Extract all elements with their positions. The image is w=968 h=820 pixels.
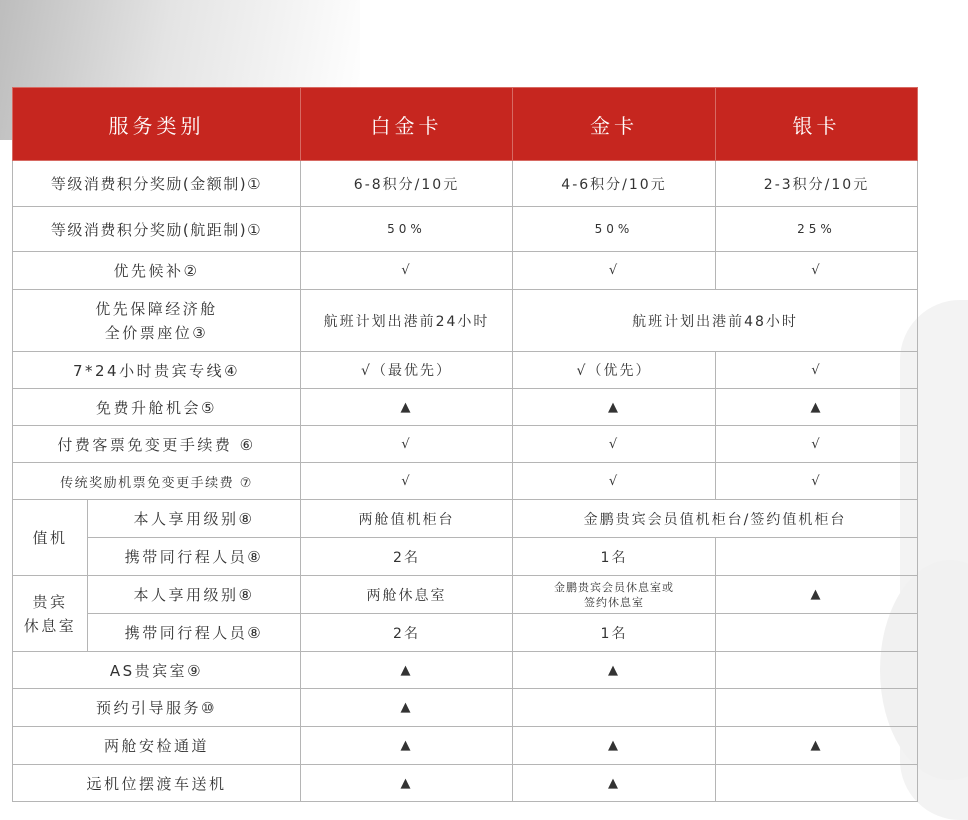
row-label: 携带同行程人员⑧	[88, 614, 301, 652]
group-label-line: 休息室	[23, 616, 77, 635]
triangle-mark: ▲	[513, 652, 716, 689]
group-label-lounge	[13, 576, 88, 652]
triangle-mark: ▲	[716, 727, 918, 765]
table-row	[13, 652, 918, 689]
cell-gold	[513, 576, 716, 614]
cell-gold-silver: 金鹏贵宾会员值机柜台/签约值机柜台	[513, 500, 918, 538]
table-row	[13, 207, 918, 252]
group-label-line: 贵宾	[32, 592, 68, 611]
row-label: 付费客票免变更手续费 ⑥	[13, 426, 301, 463]
cell-platinum: 两舱休息室	[301, 576, 513, 614]
row-label: 携带同行程人员⑧	[88, 538, 301, 576]
check-mark: √	[716, 463, 918, 500]
table-header-row	[13, 88, 918, 161]
cell-platinum: 航班计划出港前24小时	[301, 290, 513, 352]
header-category: 服务类别	[13, 88, 301, 161]
row-label: 两舱安检通道	[13, 727, 301, 765]
cell-platinum: √（最优先）	[301, 352, 513, 389]
row-label	[13, 290, 301, 352]
check-mark: √	[301, 426, 513, 463]
table-row	[13, 352, 918, 389]
table-row	[13, 765, 918, 802]
check-mark: √	[716, 426, 918, 463]
header-platinum-card: 白金卡	[301, 88, 513, 161]
table-row	[13, 614, 918, 652]
cell-gold: √（优先）	[513, 352, 716, 389]
triangle-mark: ▲	[513, 727, 716, 765]
cell-silver-empty	[716, 614, 918, 652]
triangle-mark: ▲	[301, 689, 513, 727]
triangle-mark: ▲	[301, 652, 513, 689]
header-silver-card: 银卡	[716, 88, 918, 161]
row-label: 等级消费积分奖励(金额制)①	[13, 161, 301, 207]
cell-gold: 4-6积分/10元	[513, 161, 716, 207]
triangle-mark: ▲	[513, 389, 716, 426]
row-label: 本人享用级别⑧	[88, 576, 301, 614]
triangle-mark: ▲	[301, 727, 513, 765]
membership-benefits-table	[12, 87, 918, 802]
table-row	[13, 500, 918, 538]
check-mark: √	[716, 352, 918, 389]
cell-silver-empty	[716, 689, 918, 727]
table-row	[13, 290, 918, 352]
header-gold-card: 金卡	[513, 88, 716, 161]
row-label: 等级消费积分奖励(航距制)①	[13, 207, 301, 252]
triangle-mark: ▲	[716, 389, 918, 426]
triangle-mark: ▲	[301, 765, 513, 802]
table-row	[13, 161, 918, 207]
cell-gold-silver: 航班计划出港前48小时	[513, 290, 918, 352]
triangle-mark: ▲	[301, 389, 513, 426]
check-mark: √	[301, 252, 513, 290]
cell-silver-empty	[716, 765, 918, 802]
cell-gold: 1名	[513, 538, 716, 576]
check-mark: √	[513, 426, 716, 463]
group-label-checkin: 值机	[13, 500, 88, 576]
triangle-mark: ▲	[513, 765, 716, 802]
cell-gold-empty	[513, 689, 716, 727]
check-mark: √	[301, 463, 513, 500]
cell-line: 签约休息室	[584, 595, 644, 609]
row-label-line: 全价票座位③	[104, 323, 209, 342]
row-label: 7*24小时贵宾专线④	[13, 352, 301, 389]
cell-platinum: 2名	[301, 614, 513, 652]
cell-silver-empty	[716, 538, 918, 576]
cell-platinum: 50%	[301, 207, 513, 252]
table-row	[13, 538, 918, 576]
table-row	[13, 252, 918, 290]
table-row	[13, 576, 918, 614]
table-row	[13, 463, 918, 500]
table-row	[13, 426, 918, 463]
cell-platinum: 2名	[301, 538, 513, 576]
triangle-mark: ▲	[716, 576, 918, 614]
cell-line: 金鹏贵宾会员休息室或	[554, 580, 674, 594]
check-mark: √	[513, 463, 716, 500]
row-label: 传统奖励机票免变更手续费 ⑦	[13, 463, 301, 500]
row-label: 免费升舱机会⑤	[13, 389, 301, 426]
table-row	[13, 689, 918, 727]
cell-platinum: 两舱值机柜台	[301, 500, 513, 538]
row-label: 远机位摆渡车送机	[13, 765, 301, 802]
cell-gold: 50%	[513, 207, 716, 252]
cell-platinum: 6-8积分/10元	[301, 161, 513, 207]
row-label-line: 优先保障经济舱	[95, 299, 218, 318]
cell-silver-empty	[716, 652, 918, 689]
cell-gold: 1名	[513, 614, 716, 652]
table-row	[13, 389, 918, 426]
row-label: 本人享用级别⑧	[88, 500, 301, 538]
row-label: 预约引导服务⑩	[13, 689, 301, 727]
check-mark: √	[716, 252, 918, 290]
row-label: AS贵宾室⑨	[13, 652, 301, 689]
row-label: 优先候补②	[13, 252, 301, 290]
cell-silver: 2-3积分/10元	[716, 161, 918, 207]
cell-silver: 25%	[716, 207, 918, 252]
table-row	[13, 727, 918, 765]
check-mark: √	[513, 252, 716, 290]
